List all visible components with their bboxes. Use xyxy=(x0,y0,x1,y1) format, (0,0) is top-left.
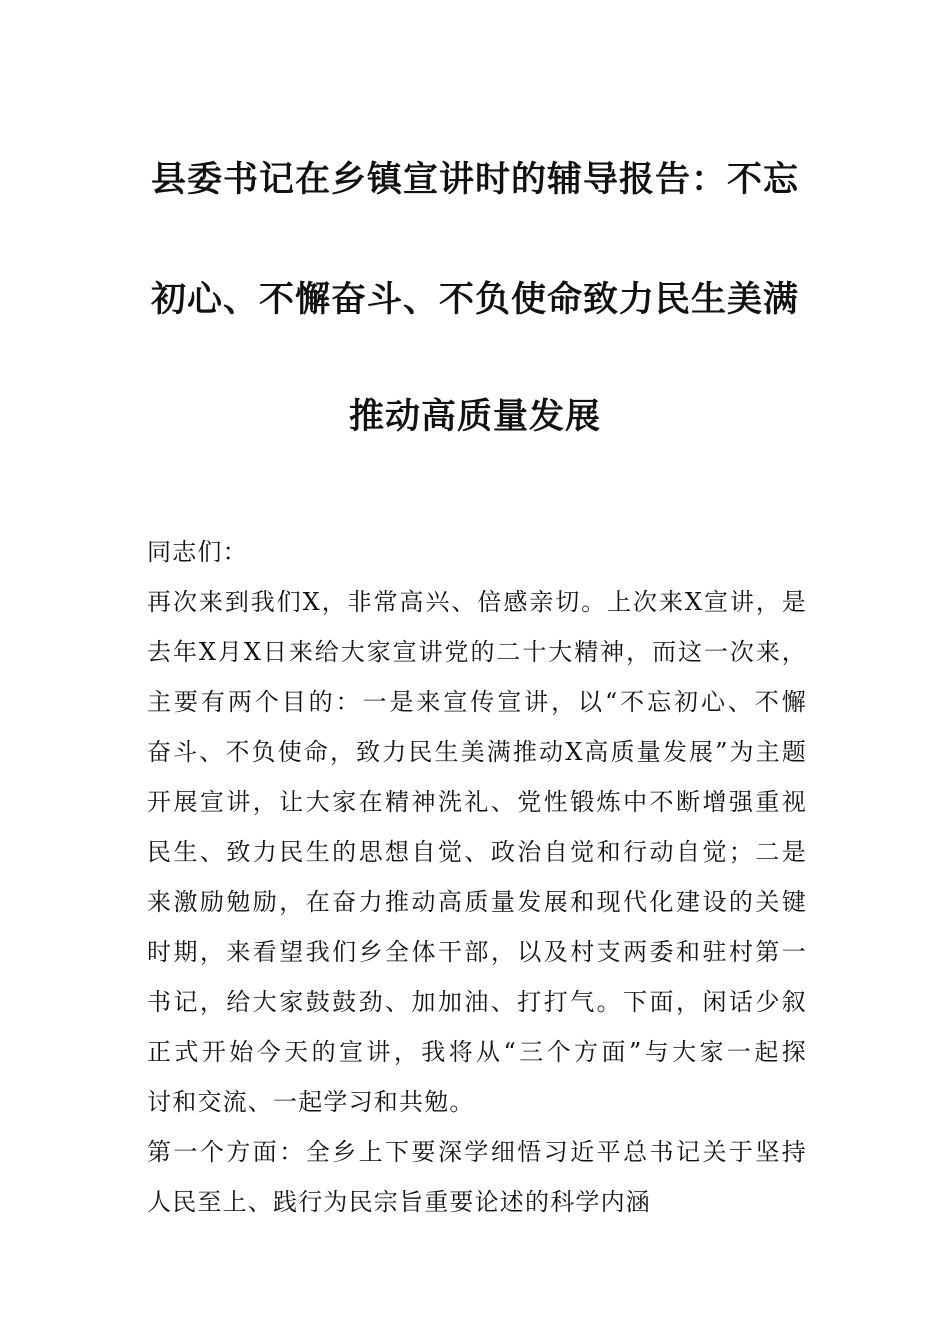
paragraph-line: 时期，来看望我们乡全体干部，以及村支两委和驻村第一 xyxy=(147,938,807,966)
paragraph-line: 来激励勉励，在奋力推动高质量发展和现代化建设的关键 xyxy=(147,888,807,916)
paragraph-line: 去年X月X日来给大家宣讲党的二十大精神，而这一次来， xyxy=(147,638,807,666)
paragraph-line: 书记，给大家鼓鼓劲、加加油、打打气。下面，闲话少叙 xyxy=(147,988,807,1016)
section-heading-line: 人民至上、践行为民宗旨重要论述的科学内涵 xyxy=(147,1188,651,1216)
paragraph-line: 正式开始今天的宣讲，我将从“三个方面”与大家一起探 xyxy=(147,1038,807,1066)
document-title-line-3: 推动高质量发展 xyxy=(348,397,601,437)
paragraph-line: 主要有两个目的：一是来宣传宣讲，以“不忘初心、不懈 xyxy=(147,688,807,716)
salutation: 同志们： xyxy=(147,538,248,566)
paragraph-line: 民生、致力民生的思想自觉、政治自觉和行动自觉；二是 xyxy=(147,838,807,866)
section-heading-line: 第一个方面：全乡上下要深学细悟习近平总书记关于坚持 xyxy=(147,1138,807,1166)
paragraph-line: 讨和交流、一起学习和共勉。 xyxy=(147,1088,475,1116)
document-title-line-1: 县委书记在乡镇宣讲时的辅导报告：不忘 xyxy=(150,160,799,200)
paragraph-line: 奋斗、不负使命，致力民生美满推动X高质量发展”为主题 xyxy=(147,738,807,766)
paragraph-line: 开展宣讲，让大家在精神洗礼、党性锻炼中不断增强重视 xyxy=(147,788,807,816)
document-title-line-2: 初心、不懈奋斗、不负使命致力民生美满 xyxy=(150,280,799,320)
paragraph-intro xyxy=(147,577,807,1127)
section-heading-1 xyxy=(147,1127,807,1227)
paragraph-line: 再次来到我们X，非常高兴、倍感亲切。上次来X宣讲，是 xyxy=(147,588,807,616)
